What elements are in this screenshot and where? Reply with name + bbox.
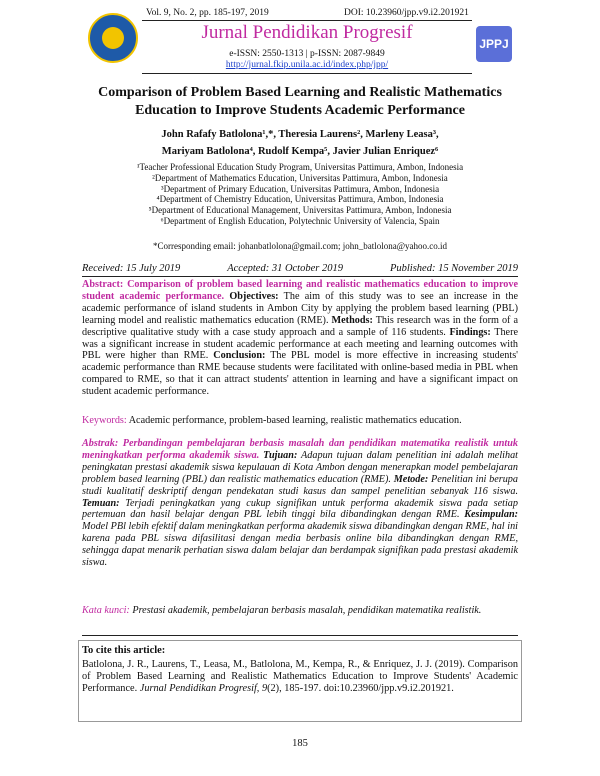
affiliation-item: ⁵Department of Educational Management, Universitas Pattimura, Ambon, Indonesia <box>148 205 452 216</box>
affiliation-item: ⁴Department of Chemistry Education, Universitas Pattimura, Ambon, Indonesia <box>156 194 444 205</box>
issn-info: e-ISSN: 2550-1313 | p-ISSN: 2087-9849 <box>229 49 385 59</box>
authors-line-1: John Rafafy Batlolona¹,*, Theresia Laurens², Marleny Leasa³, <box>161 129 439 140</box>
journal-url-link[interactable]: http://jurnal.fkip.unila.ac.id/index.php/jpp/ <box>225 60 389 70</box>
abstract-lead: Abstract: Comparison of problem based learning and realistic mathematics education to improve student academic performance. <box>82 279 518 302</box>
abstract-indonesian <box>82 438 518 569</box>
date-accepted: Accepted: 31 October 2019 <box>227 263 343 274</box>
date-published: Published: 15 November 2019 <box>389 263 518 274</box>
submission-dates <box>82 263 518 274</box>
objectives-text: The aim of this study was to see an increase in the academic performance of island students in Ambon City by applying the problem based learning (PBL) learning model and realistic mathematics education (RME). <box>82 290 519 326</box>
objectives-label: Objectives: <box>229 290 279 302</box>
tujuan-label: Tujuan: <box>263 449 298 461</box>
kesimpulan-text: Model PBl lebih efektif dalam meningkatkan performa akademik siswa dibandingkan dengan RME, hal ini karena pada PBL siswa difasilitasi dengan media berbasis online bila dibandingkan dengan RME, sehingga dapat menarik perhatian siswa dalam belajar dan berdampak signifikan pada prestasi akademik siswa. <box>82 521 518 569</box>
metode-text: Penelitian ini berupa studi kualitatif deskriptif dengan pendekatan studi kasus dan sampel penelitian sebanyak 116 siswa. <box>82 473 518 497</box>
journal-logo: JPPJ <box>476 26 512 62</box>
citation-heading: To cite this article: <box>82 645 166 656</box>
keywords-label: Keywords: <box>82 415 127 426</box>
citation-end: (2), 185-197. doi:10.23960/jpp.v9.i2.201921. <box>267 683 454 694</box>
citation-main: Batlolona, J. R., Laurens, T., Leasa, M., Batlolona, M., Kempa, R., & Enriquez, J. J. (2019). Comparison of Problem Based Learning and Realistic Mathematics Education to Improve Students' Academic Performance. <box>82 659 518 694</box>
methods-label: Methods: <box>331 314 373 326</box>
affiliation-item: ²Department of Mathematics Education, Universitas Pattimura, Ambon, Indonesia <box>152 172 448 183</box>
keywords-english <box>82 415 518 426</box>
abstract-english <box>82 279 518 398</box>
header-rule-top <box>142 20 472 21</box>
kata-kunci-text: Prestasi akademik, pembelajaran berbasis masalah, pendidikan matematika realistik. <box>129 605 482 616</box>
affiliation-item: ⁶Department of English Education, Polytechnic University of Valencia, Spain <box>160 215 440 226</box>
author-list <box>82 126 518 160</box>
page-number: 185 <box>292 738 308 749</box>
tujuan-text: Adapun tujuan dalam penelitian ini adalah melihat peningkatan prestasi akademik siswa kepulauan di Kota Ambon dengan menerapkan model pembelajaran problem based learning (PBL) dan realistic mathematics education (RME). <box>82 449 519 485</box>
dates-rule <box>82 276 518 277</box>
keywords-text: Academic performance, problem-based learning, realistic mathematics education. <box>126 415 462 426</box>
university-logo <box>88 13 138 63</box>
findings-label: Findings: <box>449 326 491 338</box>
affiliations <box>82 162 518 227</box>
journal-title: Jurnal Pendidikan Progresif <box>201 22 413 43</box>
conclusion-label: Conclusion: <box>213 350 266 362</box>
kesimpulan-label: Kesimpulan: <box>464 509 519 521</box>
doi-info: DOI: 10.23960/jpp.v9.i2.201921 <box>344 8 469 18</box>
volume-info: Vol. 9, No. 2, pp. 185-197, 2019 <box>146 8 269 18</box>
paper-title: Comparison of Problem Based Learning and Realistic Mathematics Education to Improve Students Academic Performance <box>98 85 502 118</box>
keywords-indonesian <box>82 605 518 617</box>
kata-kunci-label: Kata kunci: <box>82 605 130 616</box>
temuan-text: Terjadi peningkatkan yang cukup signifikan untuk performa akademik siswa pada setiap pertemuan dan hasil belajar dengan PBL lebih tinggi bila dibandingkan dengan RME. <box>82 497 518 521</box>
affiliation-item: ¹Teacher Professional Education Study Program, Universitas Pattimura, Ambon, Indonesia <box>136 162 464 172</box>
keywords-rule <box>82 635 518 636</box>
methods-text: This research was in the form of a descriptive qualitative study with a case study approach and a sample of 116 students. <box>82 314 519 338</box>
findings-text: There was a significant increase in student academic performance at each meeting and learning outcomes with PBL were higher than RME. <box>82 326 518 362</box>
conclusion-text: The PBL model is more effective in increasing students' academic performance than RME because students were facilitated with online-based media in PBL when compared to RME, so that it can attract students' attention in learning and have a significant impact on student academic performance. <box>82 350 518 398</box>
metode-label: Metode: <box>393 473 429 485</box>
authors-line-2: Mariyam Batlolona⁴, Rudolf Kempa⁵, Javier Julian Enriquez⁶ <box>161 146 439 157</box>
affiliation-item: ³Department of Primary Education, Universitas Pattimura, Ambon, Indonesia <box>160 183 440 194</box>
date-received: Received: 15 July 2019 <box>82 263 181 274</box>
abstrak-lead: Abstrak: Perbandingan pembelajaran berbasis masalah dan pendidikan matematika realistik untuk meningkatkan performa akademik siswa. <box>82 438 518 461</box>
citation-journal: Jurnal Pendidikan Progresif, 9 <box>139 683 268 694</box>
corresponding-email: *Corresponding email: johanbatlolona@gmail.com; john_batlolona@yahoo.co.id <box>152 241 448 251</box>
citation-text <box>82 659 518 695</box>
header-rule-bottom <box>142 73 472 74</box>
temuan-label: Temuan: <box>82 497 120 509</box>
